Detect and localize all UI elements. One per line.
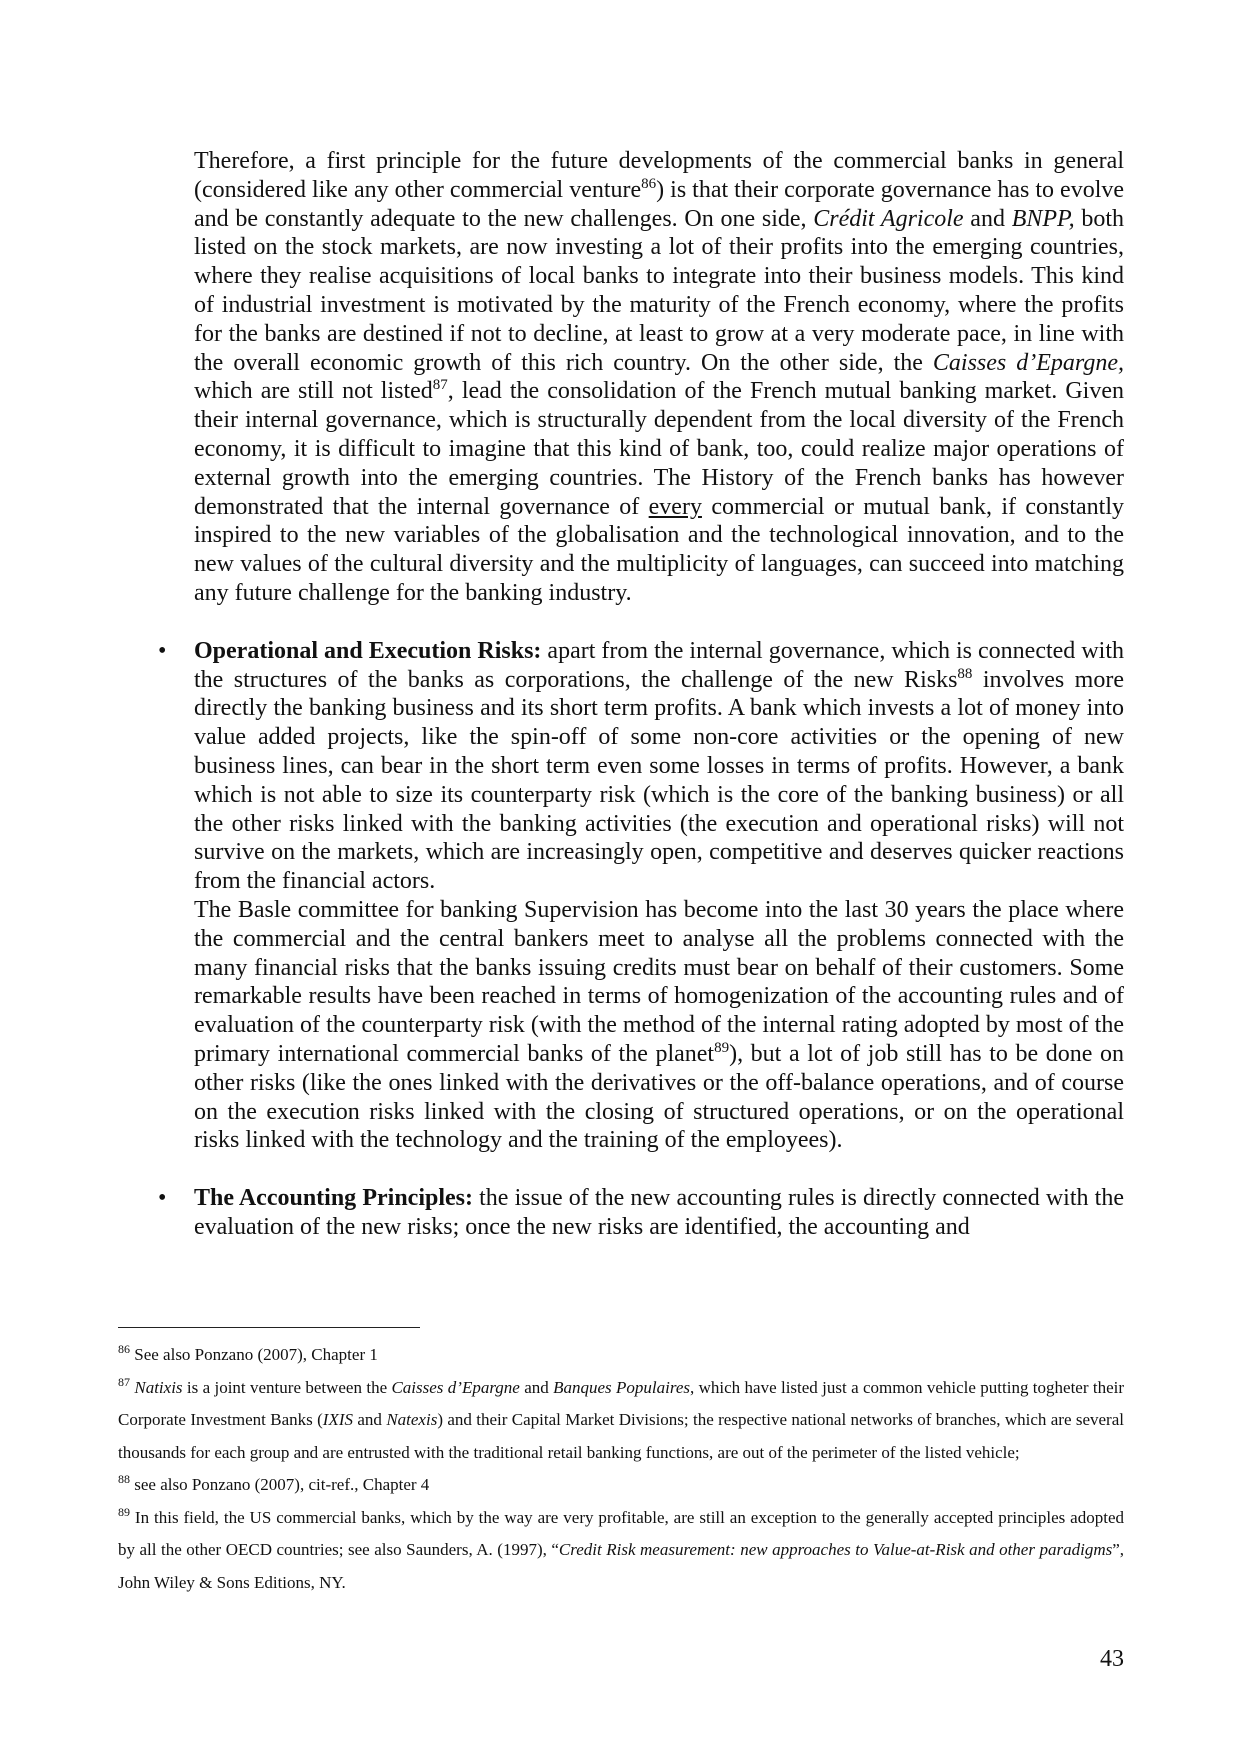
bullet-paragraph: [194, 1184, 1124, 1242]
footnote-text: is a joint venture between the: [182, 1377, 392, 1397]
footnote-text: and: [353, 1410, 387, 1429]
footnote-ref-88: 88: [957, 665, 973, 682]
text-run: ) is that their corporate governance has to evolve and be constantly adequate to the new challenges. On one side,: [194, 176, 1125, 232]
bullet-icon: •: [158, 637, 167, 664]
footnote-text: In this field, the US commercial banks, which by the way are very profitable, are still an exception to the generally accepted principles adopted by all the other OECD countries; see also Saunders, A. (1997), “: [118, 1507, 1124, 1559]
footnote-89: [118, 1502, 1124, 1600]
footnote-text: Banques Populaires: [553, 1377, 691, 1397]
footnote-text: Credit Risk measurement: new approaches to Value-at-Risk and other paradigms: [558, 1540, 1113, 1559]
caisses-epargne-name: Caisses d’Epargne,: [932, 349, 1124, 376]
text-run: The Basle committee for banking Supervision has become into the last 30 years the place where the commercial and the central bankers meet to analyse all the problems connected with the many financial risks that the banks issuing credits must bear on behalf of their customers. Some remarkable results have been reached in terms of homogenization of the accounting rules and of evaluation of the counterparty risk (with the method of the internal rating adopted by most of the primary international commercial banks of the planet: [194, 896, 1124, 1067]
footnote-text: and: [519, 1377, 554, 1397]
footnote-text: IXIS: [322, 1410, 354, 1429]
footnote-86: [118, 1339, 1124, 1372]
paragraph-governance: [194, 147, 1124, 608]
text-run: Therefore, a first principle for the future developments of the commercial banks in general (considered like any other commercial venture: [194, 148, 1124, 203]
text-run: ), but a lot of job still has to be done on other risks (like the ones linked with the derivatives or the off-balance operations, and of course on the execution risks linked with the closing of structured operations, or on the operational risks linked with the technology and the training of the employees).: [194, 1040, 1124, 1154]
footnote-number: 87: [118, 1374, 130, 1389]
footnote-text: Caisses d’Epargne: [391, 1377, 520, 1397]
text-run: both listed on the stock markets, are now investing a lot of their profits into the emerging countries, where they realise acquisitions of local banks to integrate into their business models. This kind of industrial investment is motivated by the maturity of the French economy, where the profits for the banks are destined if not to decline, at least to grow at a very moderate pace, in line with the overall economic growth of this rich country. On the other side, the: [194, 205, 1125, 376]
footnote-text: ”, John Wiley & Sons Editions, NY.: [118, 1540, 1125, 1592]
bnpp-name: BNPP,: [1011, 205, 1075, 232]
text-run: apart from the internal governance, which is connected with the structures of the banks as corporations, the challenge of the new Risks: [194, 637, 1124, 693]
text-run: and: [963, 205, 1012, 232]
footnote-text: ) and their Capital Market Divisions; the respective national networks of branches, which are several thousands for each group and are entrusted with the traditional retail banking functions, are out of the perimeter of the listed vehicle;: [118, 1410, 1124, 1462]
page-number: 43: [1100, 1646, 1124, 1672]
text-run: , lead the consolidation of the French mutual banking market. Given their internal governance, which is structurally dependent from the local diversity of the French economy, it is difficult to imagine that this kind of bank, too, could realize major operations of external growth into the emerging countries. The History of the French banks has however demonstrated that the internal governance of: [194, 378, 1124, 520]
footnote-number: 88: [118, 1472, 130, 1486]
footnote-87: [118, 1372, 1124, 1470]
text-run: which are still not listed: [194, 378, 433, 405]
bullet-paragraph: [194, 637, 1124, 896]
footnote-88: [118, 1469, 1124, 1502]
footnote-ref-86: 86: [641, 175, 657, 192]
footnote-ref-89: 89: [714, 1039, 730, 1056]
text-run: the issue of the new accounting rules is directly connected with the evaluation of the new risks; once the new risks are identified, the accounting and: [194, 1185, 1124, 1240]
bullet-paragraph: [194, 896, 1124, 1155]
footnote-text: see also Ponzano (2007), cit-ref., Chapter 4: [130, 1475, 430, 1494]
bullet-operational-risks: [158, 637, 1124, 1155]
bullet-icon: •: [158, 1185, 167, 1212]
footnote-text: , which have listed just a common vehicle putting togheter their Corporate Investment Banks (: [118, 1377, 1125, 1429]
bullet-heading: The Accounting Principles:: [194, 1185, 473, 1212]
footnote-number: 89: [118, 1504, 130, 1519]
bullet-accounting-principles: [158, 1184, 1124, 1242]
footnote-ref-87: 87: [432, 377, 448, 394]
text-run: involves more directly the banking business and its short term profits. A bank which invests a lot of money into value added projects, like the spin-off of some non-core activities or the opening of new business lines, can bear in the short term even some losses in terms of profits. However, a bank which is not able to size its counterparty risk (which is the core of the banking business) or all the other risks linked with the banking activities (the execution and operational risks) will not survive on the markets, which are increasingly open, competitive and deserves quicker reactions from the financial actors.: [194, 666, 1124, 895]
footnote-number: 86: [118, 1342, 130, 1356]
main-text: [158, 147, 1125, 1242]
footnote-separator: [118, 1327, 420, 1328]
underlined-word: every: [648, 493, 702, 520]
bullet-heading: Operational and Execution Risks:: [194, 637, 542, 664]
footnote-text: See also Ponzano (2007), Chapter 1: [130, 1345, 378, 1364]
text-run: commercial or mutual bank, if constantly inspired to the new variables of the globalisation and the technological innovation, and to the new values of the cultural diversity and the multiplicity of languages, can succeed into matching any future challenge for the banking industry.: [194, 493, 1124, 606]
footnote-text: Natixis: [134, 1377, 183, 1397]
footnote-text: Natexis: [386, 1410, 438, 1429]
credit-agricole-name: Crédit Agricole: [813, 205, 964, 232]
footnotes: [118, 1339, 1124, 1599]
